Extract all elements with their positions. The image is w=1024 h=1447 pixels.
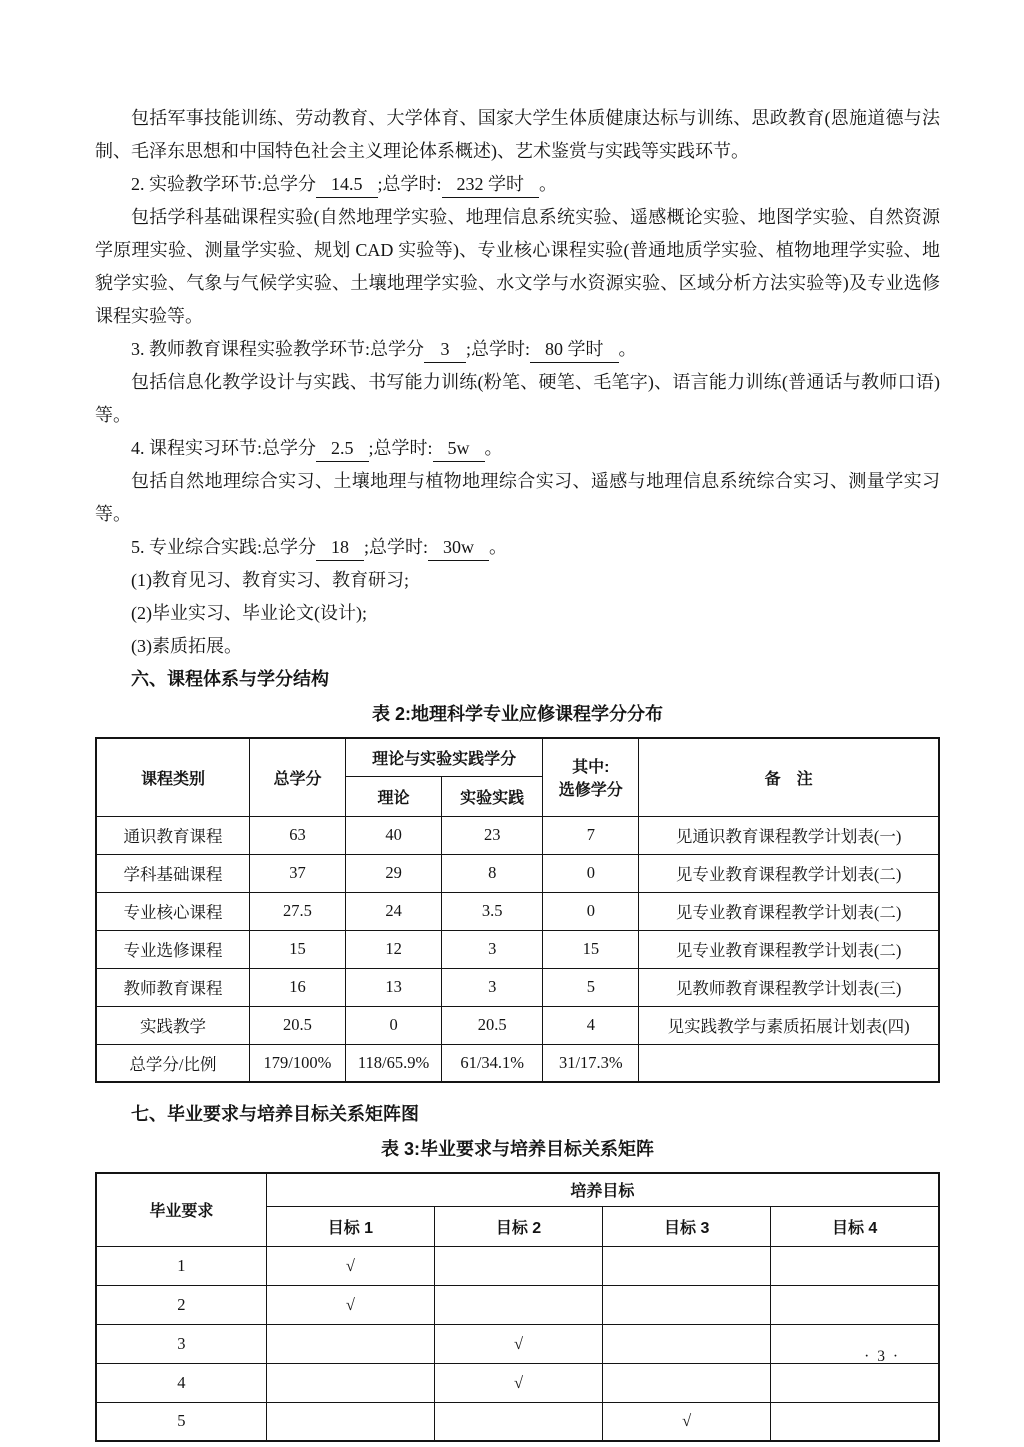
cell-elective: 5	[543, 968, 639, 1006]
cell-mark	[771, 1402, 939, 1441]
cell-practice: 3.5	[442, 892, 543, 930]
cell-elective: 0	[543, 854, 639, 892]
cell-note: 见专业教育课程教学计划表(二)	[639, 892, 939, 930]
list-item-1: (1)教育见习、教育实习、教育研习;	[131, 570, 409, 590]
text-segment: 。	[618, 339, 637, 359]
cell-theory: 118/65.9%	[346, 1044, 442, 1082]
table-row	[96, 816, 939, 854]
table-row-total	[96, 1044, 939, 1082]
col-header-theory: 理论	[346, 776, 442, 816]
page-number: · 3 ·	[864, 1348, 900, 1365]
col-header-goal-2: 目标 2	[434, 1206, 602, 1246]
cell-theory: 40	[346, 816, 442, 854]
col-header-note: 备 注	[639, 738, 939, 816]
paragraph-teacher-training-detail: 包括信息化教学设计与实践、书写能力训练(粉笔、硬笔、毛笔字)、语言能力训练(普通话与教师口语)等。	[95, 372, 940, 425]
cell-mark	[771, 1285, 939, 1324]
paragraph-item-4-course-internship	[95, 432, 940, 465]
cell-mark: √	[603, 1402, 771, 1441]
col-header-practice: 实验实践	[442, 776, 543, 816]
cell-practice: 20.5	[442, 1006, 543, 1044]
cell-category: 总学分/比例	[96, 1044, 249, 1082]
cell-mark	[603, 1324, 771, 1363]
text-segment: 。	[484, 438, 503, 458]
col-header-total-credits: 总学分	[249, 738, 345, 816]
cell-practice: 8	[442, 854, 543, 892]
cell-theory: 29	[346, 854, 442, 892]
cell-requirement-number: 1	[96, 1246, 266, 1285]
cell-category: 通识教育课程	[96, 816, 249, 854]
cell-mark	[434, 1285, 602, 1324]
list-item-3: (3)素质拓展。	[131, 636, 242, 656]
cell-mark	[771, 1324, 939, 1363]
cell-total: 15	[249, 930, 345, 968]
table-row	[96, 1006, 939, 1044]
cell-mark	[266, 1363, 434, 1402]
col-header-goal-1: 目标 1	[266, 1206, 434, 1246]
table-row	[96, 930, 939, 968]
filled-blank-hours: 30w	[428, 534, 489, 561]
cell-category: 实践教学	[96, 1006, 249, 1044]
col-header-training-goals-group: 培养目标	[266, 1173, 939, 1206]
header-line: 选修学分	[558, 782, 623, 800]
requirements-goals-matrix-table	[95, 1172, 940, 1442]
cell-mark: √	[266, 1285, 434, 1324]
cell-mark	[266, 1402, 434, 1441]
cell-mark	[434, 1402, 602, 1441]
table-row	[96, 1285, 939, 1324]
col-header-theory-practice-group: 理论与实验实践学分	[346, 738, 543, 776]
paragraph-experiment-courses: 包括学科基础课程实验(自然地理学实验、地理信息系统实验、遥感概论实验、地图学实验、自然资源学原理实验、测量学实验、规划 CAD 实验等)、专业核心课程实验(普通地质学实验、植物地理学实验、地貌学实验、气象与气候学实验、土壤地理学实验、水文学与水资源实验、区域分析方法实验等)及专业选修课程实验等。	[95, 207, 940, 326]
filled-blank-credits: 3	[424, 336, 466, 363]
paragraph-general-practice: 包括军事技能训练、劳动教育、大学体育、国家大学生体质健康达标与训练、思政教育(恩施道德与法制、毛泽东思想和中国特色社会主义理论体系概述)、艺术鉴赏与实践等实践环节。	[95, 108, 940, 161]
table2-caption: 表 2:地理科学专业应修课程学分分布	[371, 704, 663, 724]
filled-blank-credits: 14.5	[316, 171, 378, 198]
list-item-2: (2)毕业实习、毕业论文(设计);	[131, 603, 367, 623]
cell-category: 学科基础课程	[96, 854, 249, 892]
cell-note: 见专业教育课程教学计划表(二)	[639, 854, 939, 892]
cell-note: 见专业教育课程教学计划表(二)	[639, 930, 939, 968]
col-header-elective-credits	[543, 738, 639, 816]
cell-note: 见教师教育课程教学计划表(三)	[639, 968, 939, 1006]
cell-mark	[603, 1285, 771, 1324]
section-heading-7: 七、毕业要求与培养目标关系矩阵图	[131, 1104, 419, 1124]
cell-total: 179/100%	[249, 1044, 345, 1082]
text-segment: 2. 实验教学环节:总学分	[131, 174, 317, 194]
paragraph-internship-detail: 包括自然地理综合实习、土壤地理与植物地理综合实习、遥感与地理信息系统综合实习、测量学实习等。	[95, 471, 940, 524]
text-segment: 3. 教师教育课程实验教学环节:总学分	[131, 339, 424, 359]
cell-elective: 7	[543, 816, 639, 854]
filled-blank-credits: 18	[316, 534, 364, 561]
cell-requirement-number: 3	[96, 1324, 266, 1363]
cell-mark: √	[434, 1363, 602, 1402]
cell-note	[639, 1044, 939, 1082]
text-segment: ;总学时:	[368, 438, 433, 458]
cell-mark: √	[266, 1246, 434, 1285]
credit-distribution-table	[95, 737, 940, 1083]
filled-blank-hours: 5w	[433, 435, 485, 462]
paragraph-item-3-teacher-education	[95, 333, 940, 366]
cell-note: 见通识教育课程教学计划表(一)	[639, 816, 939, 854]
filled-blank-hours: 80 学时	[530, 336, 619, 363]
table-row	[96, 892, 939, 930]
col-header-graduation-requirement: 毕业要求	[96, 1173, 266, 1246]
section-heading-6: 六、课程体系与学分结构	[131, 669, 329, 689]
cell-mark	[771, 1363, 939, 1402]
cell-elective: 31/17.3%	[543, 1044, 639, 1082]
text-segment: 5. 专业综合实践:总学分	[131, 537, 317, 557]
text-segment: 4. 课程实习环节:总学分	[131, 438, 317, 458]
cell-total: 63	[249, 816, 345, 854]
cell-elective: 15	[543, 930, 639, 968]
cell-total: 37	[249, 854, 345, 892]
text-segment: ;总学时:	[466, 339, 531, 359]
cell-elective: 0	[543, 892, 639, 930]
header-line: 其中:	[572, 759, 610, 777]
cell-requirement-number: 4	[96, 1363, 266, 1402]
table-row	[96, 1324, 939, 1363]
cell-mark: √	[434, 1324, 602, 1363]
cell-category: 教师教育课程	[96, 968, 249, 1006]
table-row	[96, 854, 939, 892]
paragraph-item-5-comprehensive-practice	[95, 531, 940, 564]
cell-mark	[771, 1246, 939, 1285]
table3-caption: 表 3:毕业要求与培养目标关系矩阵	[380, 1139, 654, 1159]
cell-practice: 3	[442, 968, 543, 1006]
text-segment: ;总学时:	[364, 537, 429, 557]
text-segment: ;总学时:	[377, 174, 442, 194]
filled-blank-hours: 232 学时	[442, 171, 540, 198]
cell-requirement-number: 5	[96, 1402, 266, 1441]
cell-total: 27.5	[249, 892, 345, 930]
col-header-goal-3: 目标 3	[603, 1206, 771, 1246]
cell-category: 专业核心课程	[96, 892, 249, 930]
cell-category: 专业选修课程	[96, 930, 249, 968]
col-header-category: 课程类别	[96, 738, 249, 816]
paragraph-item-2-experiment-teaching	[95, 168, 940, 201]
table-row	[96, 1363, 939, 1402]
cell-mark	[603, 1363, 771, 1402]
text-segment: 。	[489, 537, 508, 557]
table-row	[96, 968, 939, 1006]
cell-theory: 0	[346, 1006, 442, 1044]
cell-requirement-number: 2	[96, 1285, 266, 1324]
table-row	[96, 1246, 939, 1285]
cell-mark	[434, 1246, 602, 1285]
cell-practice: 3	[442, 930, 543, 968]
cell-theory: 13	[346, 968, 442, 1006]
cell-elective: 4	[543, 1006, 639, 1044]
cell-mark	[603, 1246, 771, 1285]
cell-theory: 24	[346, 892, 442, 930]
cell-note: 见实践教学与素质拓展计划表(四)	[639, 1006, 939, 1044]
cell-total: 16	[249, 968, 345, 1006]
cell-theory: 12	[346, 930, 442, 968]
col-header-goal-4: 目标 4	[771, 1206, 939, 1246]
text-segment: 。	[539, 174, 558, 194]
table-row	[96, 1402, 939, 1441]
cell-mark	[266, 1324, 434, 1363]
cell-practice: 61/34.1%	[442, 1044, 543, 1082]
cell-total: 20.5	[249, 1006, 345, 1044]
filled-blank-credits: 2.5	[316, 435, 369, 462]
cell-practice: 23	[442, 816, 543, 854]
